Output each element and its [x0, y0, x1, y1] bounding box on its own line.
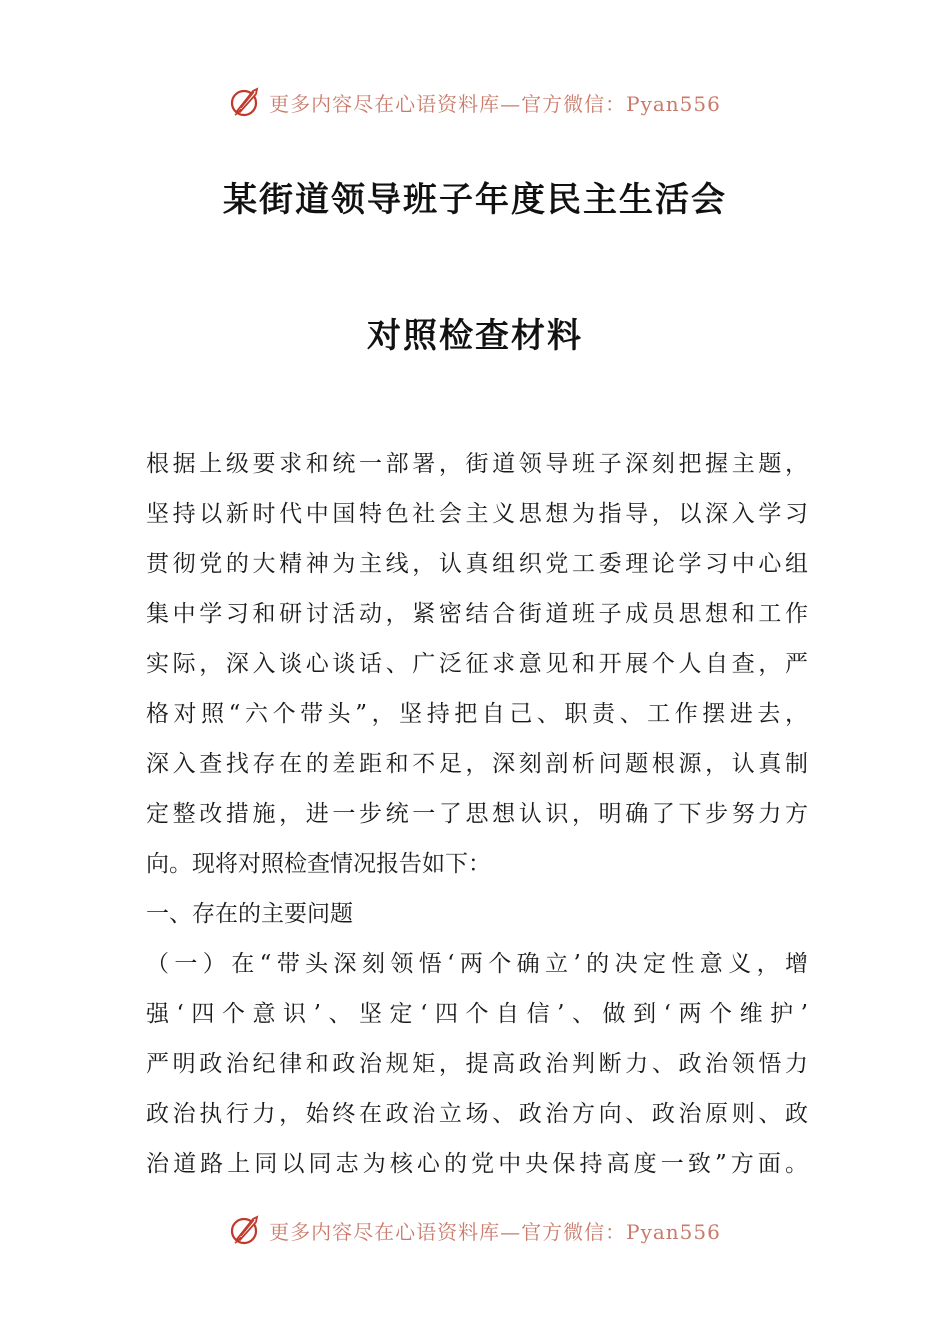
body-line: 深入查找存在的差距和不足，深刻剖析问题根源，认真制 [146, 751, 808, 777]
body-line: 坚持以新时代中国特色社会主义思想为指导，以深入学习 [146, 501, 808, 527]
body-line: （一）在“带头深刻领悟‘两个确立’的决定性意义，增 [146, 951, 808, 977]
section-heading: 一、存在的主要问题 [146, 901, 353, 927]
document-title-line-2: 对照检查材料 [367, 316, 583, 356]
body-line: 实际，深入谈心谈话、广泛征求意见和开展个人自查，严 [146, 651, 808, 677]
body-line: 集中学习和研讨活动，紧密结合街道班子成员思想和工作 [146, 601, 808, 627]
body-line: 严明政治纪律和政治规矩，提高政治判断力、政治领悟力 [146, 1051, 808, 1077]
header-watermark [0, 82, 950, 122]
footer-watermark [0, 1210, 950, 1250]
document-title-line-1: 某街道领导班子年度民主生活会 [223, 180, 727, 220]
feather-pen-logo-icon [229, 1213, 263, 1247]
body-line: 定整改措施，进一步统一了思想认识，明确了下步努力方 [146, 801, 808, 827]
watermark-text: 更多内容尽在心语资料库—官方微信：Pyan556 [269, 1219, 721, 1244]
feather-pen-logo-icon [229, 85, 263, 119]
body-line: 治道路上同以同志为核心的党中央保持高度一致”方面。 [146, 1151, 808, 1177]
document-body [146, 439, 808, 1189]
body-line: 政治执行力，始终在政治立场、政治方向、政治原则、政 [146, 1101, 808, 1127]
body-line: 格对照“六个带头”，坚持把自己、职责、工作摆进去， [146, 701, 808, 727]
body-line: 向。现将对照检查情况报告如下： [146, 851, 491, 877]
body-line: 根据上级要求和统一部署，街道领导班子深刻把握主题， [146, 451, 808, 477]
watermark-text: 更多内容尽在心语资料库—官方微信：Pyan556 [269, 91, 721, 116]
body-line: 贯彻党的大精神为主线，认真组织党工委理论学习中心组 [146, 551, 808, 577]
body-line: 强‘四个意识’、坚定‘四个自信’、做到‘两个维护’ [146, 1001, 808, 1027]
